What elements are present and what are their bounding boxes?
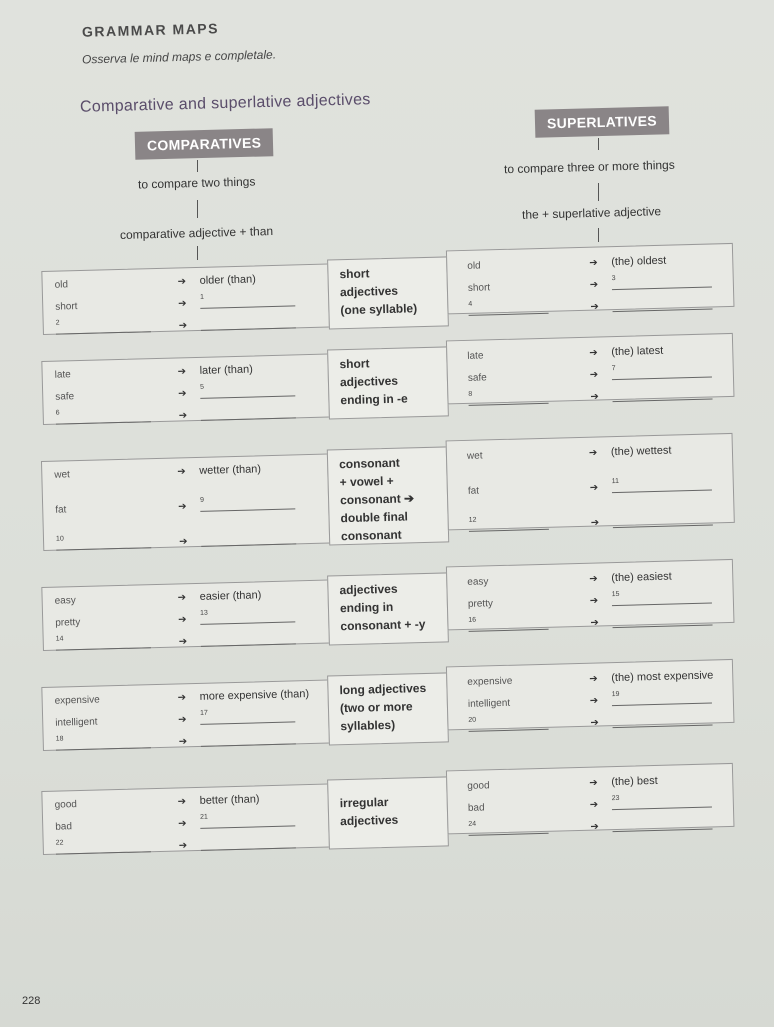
base-adjective: old bbox=[467, 260, 481, 272]
connector-line bbox=[197, 246, 198, 260]
arrow-icon: ➔ bbox=[589, 777, 598, 789]
answer-blank bbox=[201, 733, 296, 746]
map-row bbox=[0, 252, 774, 334]
instruction-text: Osserva le mind maps e completale. bbox=[81, 47, 277, 67]
arrow-icon: ➔ bbox=[589, 595, 599, 607]
rule-text: double final bbox=[340, 509, 409, 526]
page-title: GRAMMAR MAPS bbox=[81, 20, 220, 40]
answer-blank bbox=[56, 537, 151, 550]
rule-text: short bbox=[339, 356, 370, 372]
base-adjective: easy bbox=[54, 595, 76, 607]
rule-text: + vowel + bbox=[339, 473, 394, 490]
answer-blank bbox=[468, 716, 548, 732]
rule-text: (one syllable) bbox=[340, 301, 418, 318]
superlatives-heading: SUPERLATIVES bbox=[535, 106, 670, 137]
arrow-icon: ➔ bbox=[589, 673, 598, 685]
answer-blank bbox=[468, 616, 548, 632]
arrow-icon: ➔ bbox=[177, 592, 187, 604]
answer-blank bbox=[468, 300, 548, 316]
base-adjective: intelligent bbox=[55, 716, 98, 729]
arrow-icon: ➔ bbox=[178, 410, 188, 422]
map-row bbox=[0, 342, 774, 424]
rule-text: syllables) bbox=[340, 717, 396, 734]
rule-text: consonant bbox=[338, 455, 400, 472]
rule-text: adjectives bbox=[339, 373, 399, 390]
rule-text: short bbox=[339, 266, 370, 282]
exercise-number: 10 bbox=[55, 535, 64, 543]
superlative-form: (the) best bbox=[611, 774, 658, 789]
superlatives-use: to compare three or more things bbox=[503, 157, 675, 177]
answer-blank bbox=[468, 516, 549, 532]
exercise-number: 3 bbox=[611, 275, 616, 283]
exercise-number: 7 bbox=[611, 365, 616, 373]
comparative-form: older (than) bbox=[199, 273, 257, 287]
base-adjective: bad bbox=[467, 802, 485, 814]
base-adjective: intelligent bbox=[467, 697, 511, 710]
exercise-number: 14 bbox=[55, 635, 64, 643]
base-adjective: old bbox=[54, 279, 69, 291]
arrow-icon: ➔ bbox=[590, 617, 599, 629]
connector-line bbox=[197, 200, 198, 218]
superlative-form: (the) wettest bbox=[610, 444, 672, 459]
exercise-number: 6 bbox=[55, 409, 60, 417]
connector-line bbox=[598, 138, 599, 150]
arrow-icon: ➔ bbox=[178, 536, 188, 548]
comparative-form: easier (than) bbox=[199, 589, 262, 603]
answer-blank bbox=[468, 820, 548, 836]
answer-blank bbox=[612, 714, 712, 728]
rule-text: adjectives bbox=[339, 581, 398, 598]
arrow-icon: ➔ bbox=[178, 818, 187, 830]
superlative-form: (the) oldest bbox=[611, 254, 667, 269]
comparative-form: better (than) bbox=[199, 793, 260, 807]
base-adjective: good bbox=[54, 799, 78, 811]
rule-text: consonant + -y bbox=[340, 617, 426, 634]
exercise-number: 12 bbox=[468, 516, 477, 524]
base-adjective: fat bbox=[55, 504, 67, 516]
arrow-icon: ➔ bbox=[589, 799, 599, 811]
answer-blank bbox=[201, 533, 296, 546]
exercise-number: 13 bbox=[199, 609, 208, 617]
base-adjective: safe bbox=[467, 372, 487, 384]
answer-blank bbox=[56, 321, 151, 334]
answer-blank bbox=[56, 737, 151, 750]
arrow-icon: ➔ bbox=[589, 573, 598, 585]
arrow-icon: ➔ bbox=[589, 369, 599, 381]
base-adjective: fat bbox=[467, 485, 480, 497]
arrow-icon: ➔ bbox=[177, 366, 187, 378]
exercise-number: 1 bbox=[199, 293, 205, 301]
base-adjective: expensive bbox=[467, 675, 513, 688]
superlative-form: (the) latest bbox=[611, 344, 664, 359]
rule-text: adjectives bbox=[339, 283, 399, 300]
rule-text: ending in -e bbox=[340, 391, 408, 408]
arrow-icon: ➔ bbox=[590, 301, 599, 313]
answer-blank bbox=[612, 818, 712, 832]
exercise-number: 18 bbox=[55, 735, 64, 743]
arrow-icon: ➔ bbox=[178, 636, 188, 648]
exercise-number: 17 bbox=[199, 709, 208, 717]
exercise-number: 21 bbox=[199, 813, 208, 821]
base-adjective: late bbox=[467, 350, 484, 362]
arrow-icon: ➔ bbox=[178, 388, 187, 400]
map-row bbox=[0, 668, 774, 750]
arrow-icon: ➔ bbox=[590, 717, 599, 729]
superlatives-formula: the + superlative adjective bbox=[521, 204, 662, 222]
answer-blank bbox=[612, 614, 712, 628]
arrow-icon: ➔ bbox=[589, 695, 599, 707]
arrow-icon: ➔ bbox=[177, 692, 187, 704]
answer-blank bbox=[201, 407, 296, 420]
base-adjective: safe bbox=[55, 391, 75, 403]
rule-text: irregular bbox=[339, 794, 389, 811]
superlative-form: (the) most expensive bbox=[611, 669, 714, 685]
base-adjective: wet bbox=[54, 469, 71, 481]
rule-text: (two or more bbox=[339, 699, 413, 716]
answer-blank bbox=[612, 298, 712, 312]
exercise-number: 5 bbox=[199, 383, 205, 391]
exercise-number: 11 bbox=[611, 477, 620, 486]
page-number: 228 bbox=[22, 995, 41, 1007]
answer-blank bbox=[56, 637, 151, 650]
answer-blank bbox=[612, 388, 712, 402]
rule-text: ending in bbox=[339, 599, 394, 616]
connector-line bbox=[197, 160, 198, 172]
connector-line bbox=[598, 228, 599, 242]
answer-blank bbox=[613, 514, 713, 528]
arrow-icon: ➔ bbox=[590, 821, 599, 833]
base-adjective: wet bbox=[466, 450, 483, 462]
comparative-form: more expensive (than) bbox=[199, 688, 310, 703]
arrow-icon: ➔ bbox=[178, 298, 187, 310]
exercise-number: 9 bbox=[199, 496, 205, 504]
arrow-icon: ➔ bbox=[177, 466, 186, 478]
map-row bbox=[0, 568, 774, 650]
exercise-number: 4 bbox=[468, 300, 473, 308]
base-adjective: bad bbox=[55, 821, 73, 833]
comparative-form: later (than) bbox=[199, 363, 253, 377]
arrow-icon: ➔ bbox=[178, 320, 188, 332]
base-adjective: good bbox=[467, 780, 490, 792]
comparatives-formula: comparative adjective + than bbox=[119, 223, 274, 243]
exercise-number: 23 bbox=[611, 794, 620, 803]
base-adjective: short bbox=[55, 301, 78, 313]
base-adjective: late bbox=[54, 369, 71, 381]
map-row bbox=[0, 442, 774, 550]
base-adjective: pretty bbox=[467, 598, 494, 610]
exercise-number: 15 bbox=[611, 590, 620, 599]
arrow-icon: ➔ bbox=[178, 614, 187, 626]
base-adjective: pretty bbox=[55, 617, 81, 629]
arrow-icon: ➔ bbox=[588, 447, 598, 459]
exercise-number: 20 bbox=[468, 716, 477, 724]
base-adjective: easy bbox=[467, 576, 489, 588]
map-row bbox=[0, 772, 774, 854]
rule-text: consonant ➔ bbox=[339, 491, 415, 508]
arrow-icon: ➔ bbox=[178, 840, 188, 852]
exercise-number: 19 bbox=[611, 690, 620, 699]
answer-blank bbox=[201, 837, 296, 850]
rule-text: consonant bbox=[340, 527, 402, 544]
arrow-icon: ➔ bbox=[178, 714, 187, 726]
answer-blank bbox=[56, 841, 151, 854]
exercise-number: 22 bbox=[55, 839, 64, 847]
arrow-icon: ➔ bbox=[177, 276, 187, 288]
arrow-icon: ➔ bbox=[178, 501, 187, 513]
arrow-icon: ➔ bbox=[590, 517, 600, 529]
answer-blank bbox=[201, 633, 296, 646]
exercise-number: 24 bbox=[468, 820, 477, 828]
exercise-number: 2 bbox=[55, 319, 60, 327]
rule-text: long adjectives bbox=[339, 680, 427, 698]
rule-text: adjectives bbox=[340, 812, 399, 829]
answer-blank bbox=[468, 390, 548, 406]
arrow-icon: ➔ bbox=[178, 736, 188, 748]
base-adjective: short bbox=[467, 282, 491, 294]
superlative-form: (the) easiest bbox=[611, 570, 672, 585]
answer-blank bbox=[56, 411, 151, 424]
arrow-icon: ➔ bbox=[589, 257, 598, 269]
exercise-number: 8 bbox=[468, 390, 473, 398]
arrow-icon: ➔ bbox=[177, 796, 187, 808]
base-adjective: expensive bbox=[54, 694, 100, 707]
comparatives-heading: COMPARATIVES bbox=[135, 128, 274, 160]
arrow-icon: ➔ bbox=[590, 391, 599, 403]
arrow-icon: ➔ bbox=[589, 482, 599, 494]
comparatives-use: to compare two things bbox=[137, 174, 256, 192]
exercise-number: 16 bbox=[468, 616, 477, 624]
section-subtitle: Comparative and superlative adjectives bbox=[79, 91, 371, 116]
answer-blank bbox=[201, 317, 296, 330]
arrow-icon: ➔ bbox=[589, 347, 598, 359]
connector-line bbox=[598, 183, 599, 201]
arrow-icon: ➔ bbox=[589, 279, 599, 291]
comparative-form: wetter (than) bbox=[199, 463, 262, 477]
